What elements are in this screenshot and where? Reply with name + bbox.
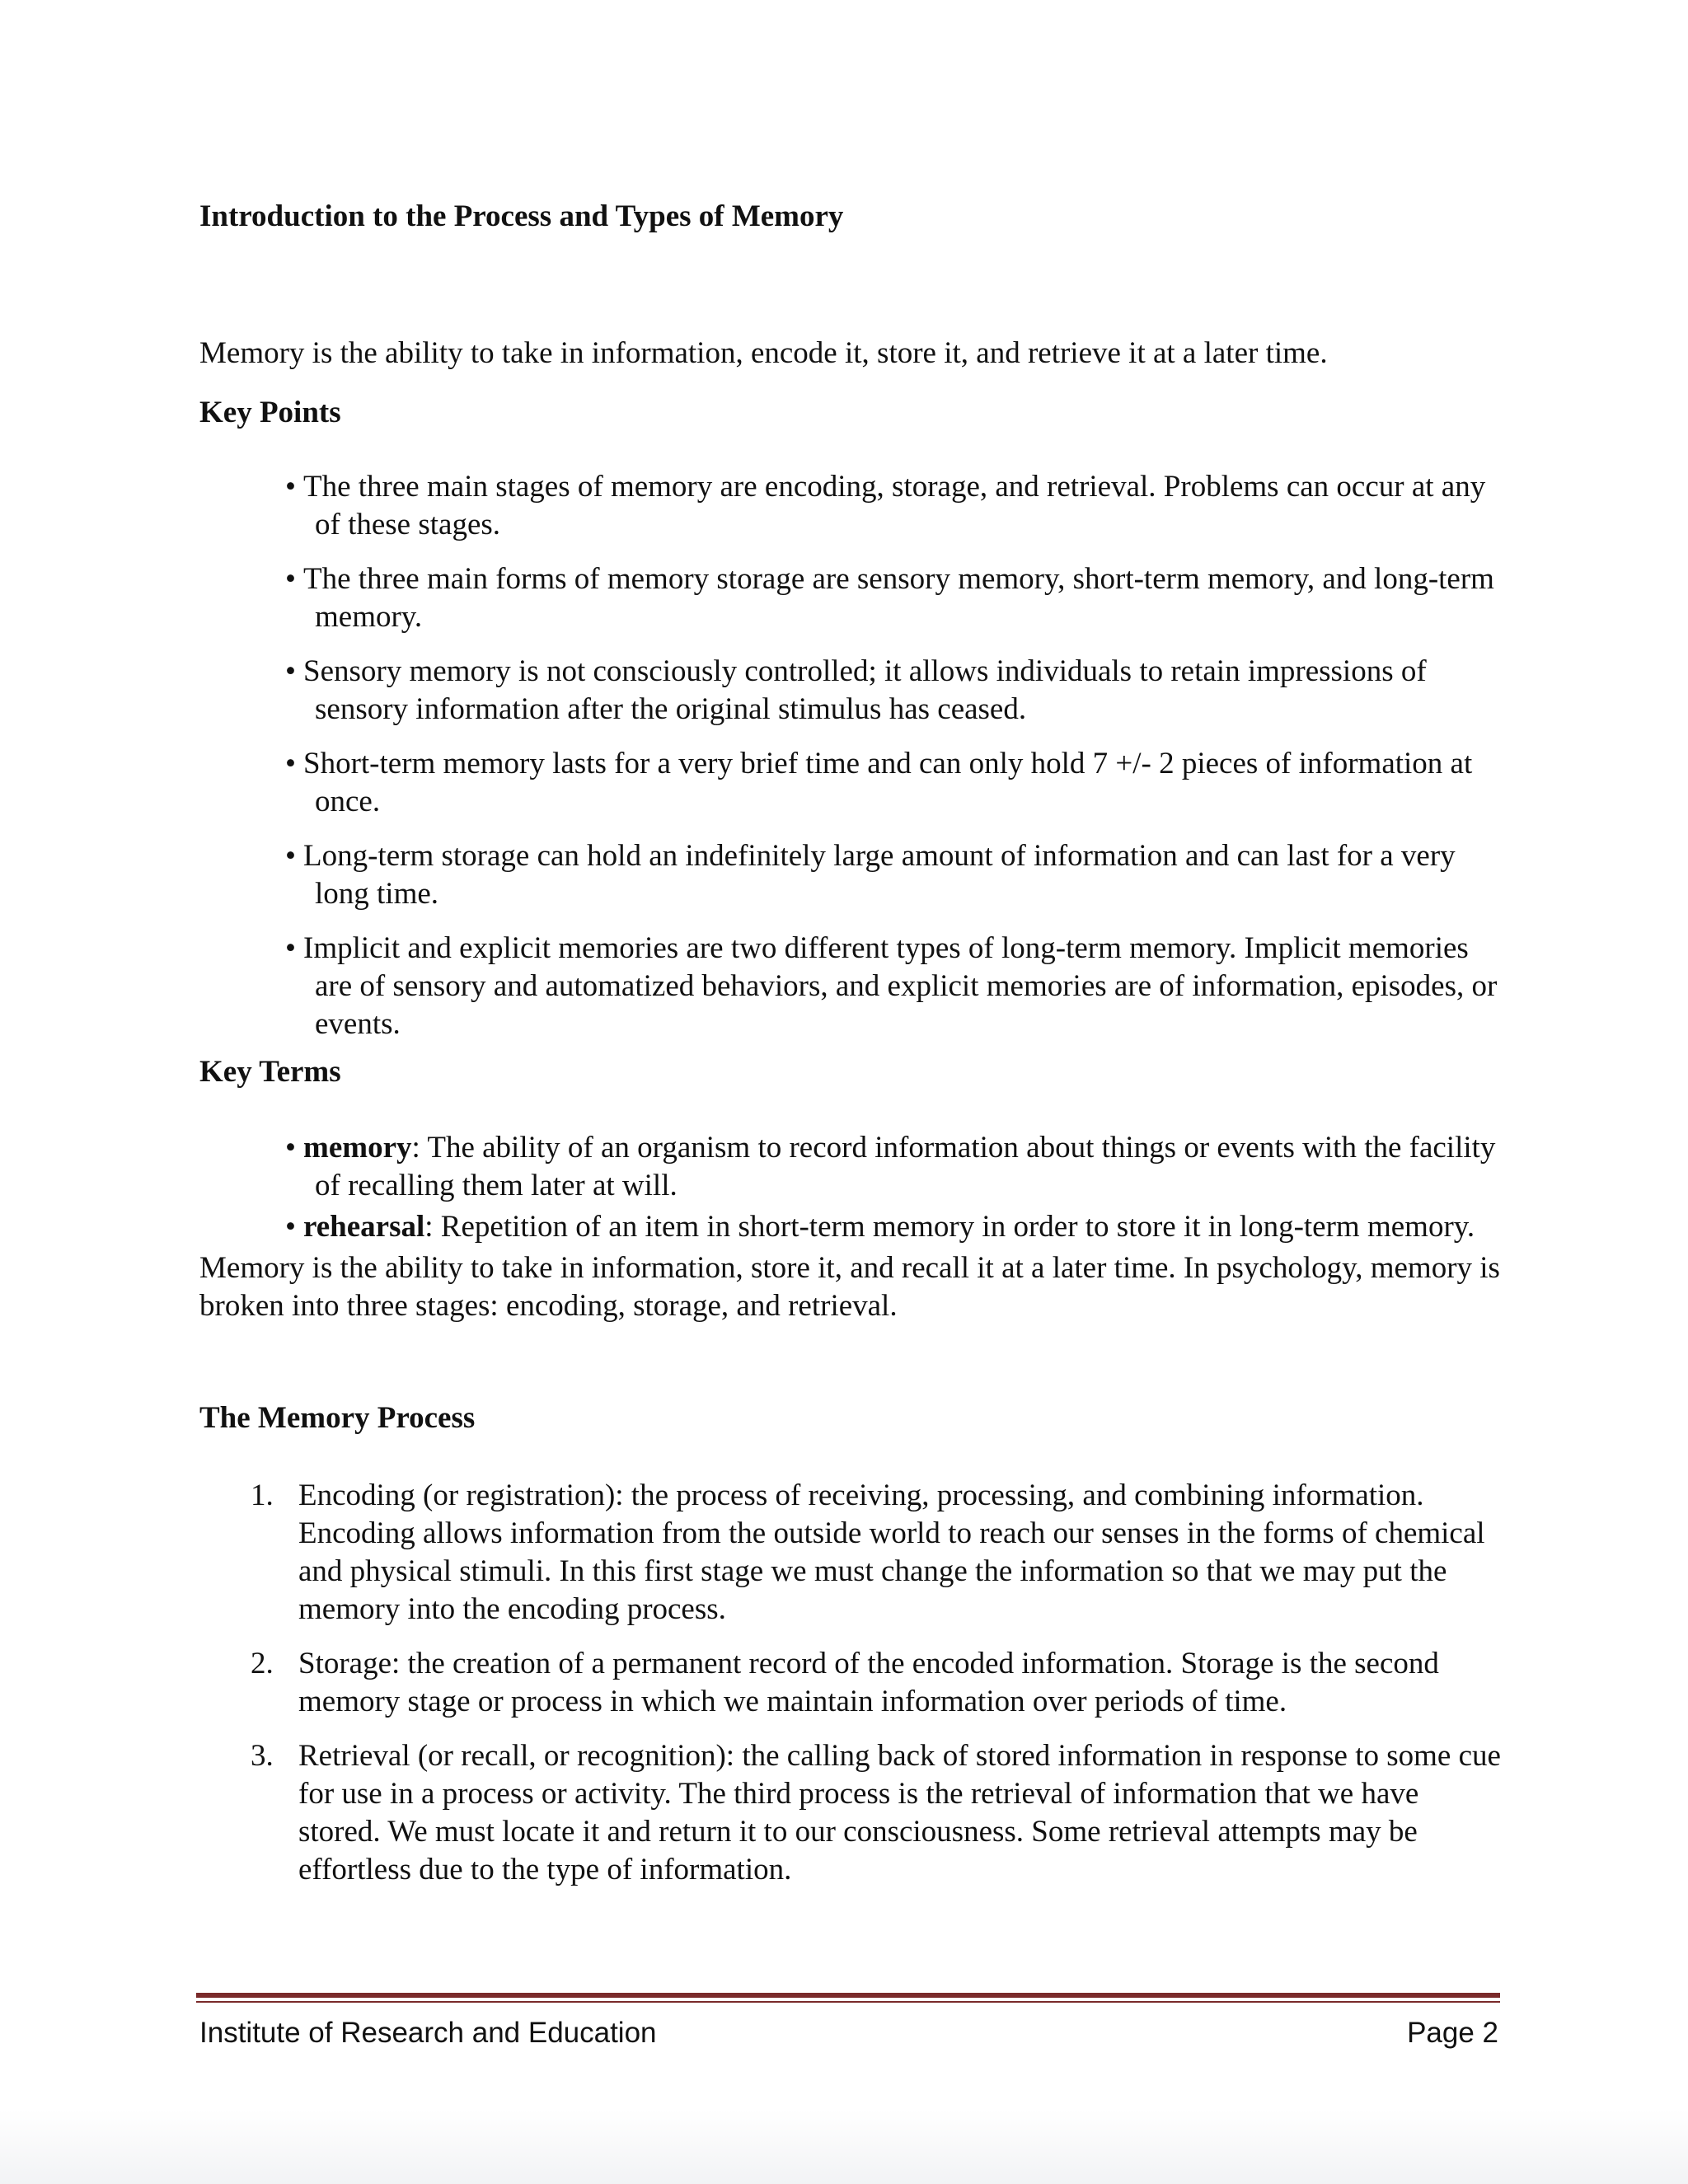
bullet-icon: • [285, 654, 296, 688]
bullet-icon: • [285, 562, 296, 596]
key-terms-heading: Key Terms [199, 1055, 341, 1089]
bullet-icon: • [285, 1210, 296, 1244]
footer-divider [196, 1993, 1500, 1998]
step-number: 2. [251, 1647, 274, 1680]
key-point-text: Sensory memory is not consciously controlled; it allows individuals to retain impressions of sensory information after the original stimulus has ceased. [303, 654, 1427, 726]
key-point-text: The three main stages of memory are encoding, storage, and retrieval. Problems can occur at any of these stages. [303, 470, 1486, 541]
process-steps-list [199, 1477, 1502, 1889]
list-item [282, 560, 1502, 636]
list-item [282, 837, 1502, 913]
footer-institution: Institute of Research and Education [199, 2017, 657, 2049]
step-number: 1. [251, 1479, 274, 1512]
key-point-text: Long-term storage can hold an indefinitely large amount of information and can last for a very long time. [303, 839, 1456, 911]
term: rehearsal [303, 1210, 425, 1244]
document-title: Introduction to the Process and Types of Memory [199, 199, 844, 233]
list-item [251, 1477, 1502, 1629]
list-item [282, 653, 1502, 729]
step-text: Storage: the creation of a permanent record of the encoded information. Storage is the second memory stage or process in which we maintain information over periods of time. [298, 1647, 1439, 1718]
intro-paragraph: Memory is the ability to take in information, encode it, store it, and retrieve it at a later time. [199, 336, 1328, 370]
key-points-list [199, 468, 1502, 1043]
page-content [199, 185, 1502, 1905]
list-item [282, 1208, 1502, 1246]
key-points-heading: Key Points [199, 396, 341, 429]
step-text: Retrieval (or recall, or recognition): the calling back of stored information in response to some cue for use in a process or activity. The third process is the retrieval of information that we have stored. We must locate it and return it to our consciousness. Some retrieval attempts may be effortless due to the type of information. [298, 1739, 1501, 1886]
list-item [251, 1737, 1502, 1889]
key-point-text: Short-term memory lasts for a very brief time and can only hold 7 +/- 2 pieces of information at once. [303, 747, 1473, 818]
key-point-text: The three main forms of memory storage are sensory memory, short-term memory, and long-term memory. [303, 562, 1494, 634]
step-text: Encoding (or registration): the process of receiving, processing, and combining information. Encoding allows information from the outside world to reach our senses in the forms of chemical and physical stimuli. In this first stage we must change the information so that we may put the memory into the encoding process. [298, 1479, 1485, 1626]
footer-page-number: Page 2 [1407, 2017, 1498, 2049]
bullet-icon: • [285, 1131, 296, 1165]
bullet-icon: • [285, 470, 296, 504]
term-definition: : Repetition of an item in short-term memory in order to store it in long-term memory. [424, 1210, 1475, 1244]
list-item [282, 1129, 1502, 1205]
list-item [282, 745, 1502, 821]
summary-paragraph: Memory is the ability to take in information, store it, and recall it at a later time. In psychology, memory is broken into three stages: encoding, storage, and retrieval. [199, 1251, 1500, 1323]
bullet-icon: • [285, 931, 296, 965]
list-item [282, 468, 1502, 544]
page-bottom-shade [0, 2110, 1688, 2184]
bullet-icon: • [285, 747, 296, 780]
memory-process-heading: The Memory Process [199, 1401, 476, 1435]
term-definition: : The ability of an organism to record information about things or events with the facility of recalling them later at will. [315, 1131, 1496, 1202]
list-item [282, 930, 1502, 1043]
bullet-icon: • [285, 839, 296, 873]
step-number: 3. [251, 1739, 274, 1773]
footer-divider-thin [196, 2001, 1500, 2003]
key-terms-list [199, 1129, 1502, 1246]
term: memory [303, 1131, 412, 1165]
key-point-text: Implicit and explicit memories are two different types of long-term memory. Implicit memories are of sensory and automatized behaviors, and explicit memories are of information, episodes, or events. [303, 931, 1498, 1041]
list-item [251, 1645, 1502, 1721]
